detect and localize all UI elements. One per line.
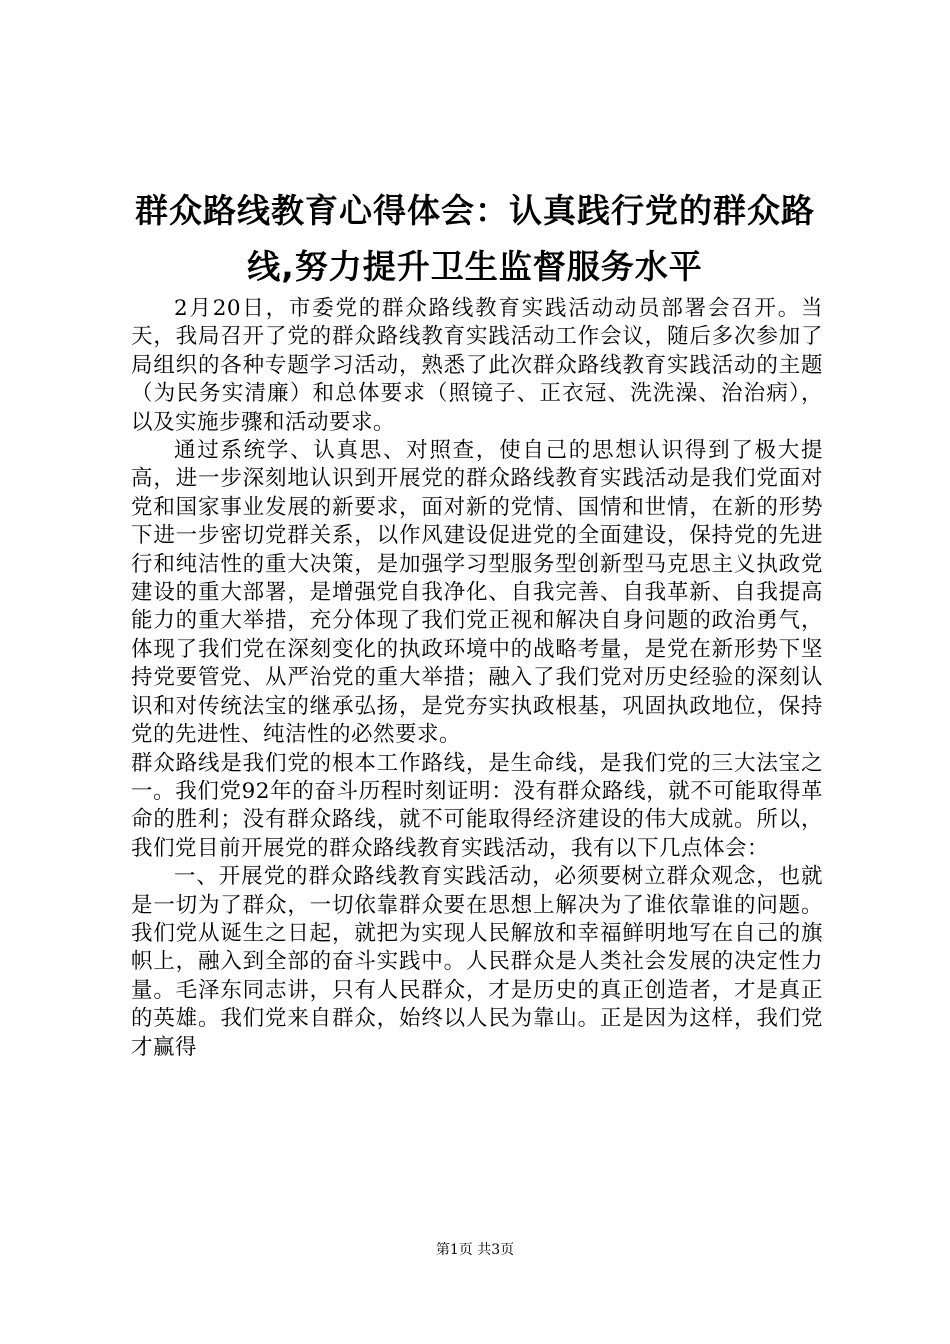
document-title: 群众路线教育心得体会：认真践行党的群众路线,努力提升卫生监督服务水平	[135, 191, 815, 286]
document-body	[131, 295, 823, 1062]
paragraph-3: 群众路线是我们党的根本工作路线，是生命线，是我们党的三大法宝之一。我们党92年的奋斗历程时刻证明：没有群众路线，就不可能取得革命的胜利；没有群众路线，就不可能取得经济建设的伟大成就。所以，我们党目前开展党的群众路线教育实践活动，我有以下几点体会：	[131, 750, 823, 861]
paragraph-1: 2月20日，市委党的群众路线教育实践活动动员部署会召开。当天，我局召开了党的群众路线教育实践活动工作会议，随后多次参加了局组织的各种专题学习活动，熟悉了此次群众路线教育实践活动的主题（为民务实清廉）和总体要求（照镜子、正衣冠、洗洗澡、治治病），以及实施步骤和活动要求。	[131, 296, 823, 435]
paragraph-4: 一、开展党的群众路线教育实践活动，必须要树立群众观念，也就是一切为了群众，一切依靠群众要在思想上解决为了谁依靠谁的问题。我们党从诞生之日起，就把为实现人民解放和幸福鲜明地写在自己的旗帜上，融入到全部的奋斗实践中。人民群众是人类社会发展的决定性力量。毛泽东同志讲，只有人民群众，才是历史的真正创造者，才是真正的英雄。我们党来自群众，始终以人民为靠山。正是因为这样，我们党才赢得	[131, 864, 823, 1060]
paragraph-2: 通过系统学、认真思、对照查，使自己的思想认识得到了极大提高，进一步深刻地认识到开展党的群众路线教育实践活动是我们党面对党和国家事业发展的新要求，面对新的党情、国情和世情，在新的形势下进一步密切党群关系，以作风建设促进党的全面建设，保持党的先进行和纯洁性的重大决策，是加强学习型服务型创新型马克思主义执政党建设的重大部署，是增强党自我净化、自我完善、自我革新、自我提高能力的重大举措，充分体现了我们党正视和解决自身问题的政治勇气，体现了我们党在深刻变化的执政环境中的战略考量，是党在新形势下坚持党要管党、从严治党的重大举措；融入了我们党对历史经验的深刻认识和对传统法宝的继承弘扬，是党夯实执政根基，巩固执政地位，保持党的先进性、纯洁性的必然要求。	[131, 438, 823, 748]
page-number-footer: 第1页 共3页	[435, 1242, 515, 1258]
